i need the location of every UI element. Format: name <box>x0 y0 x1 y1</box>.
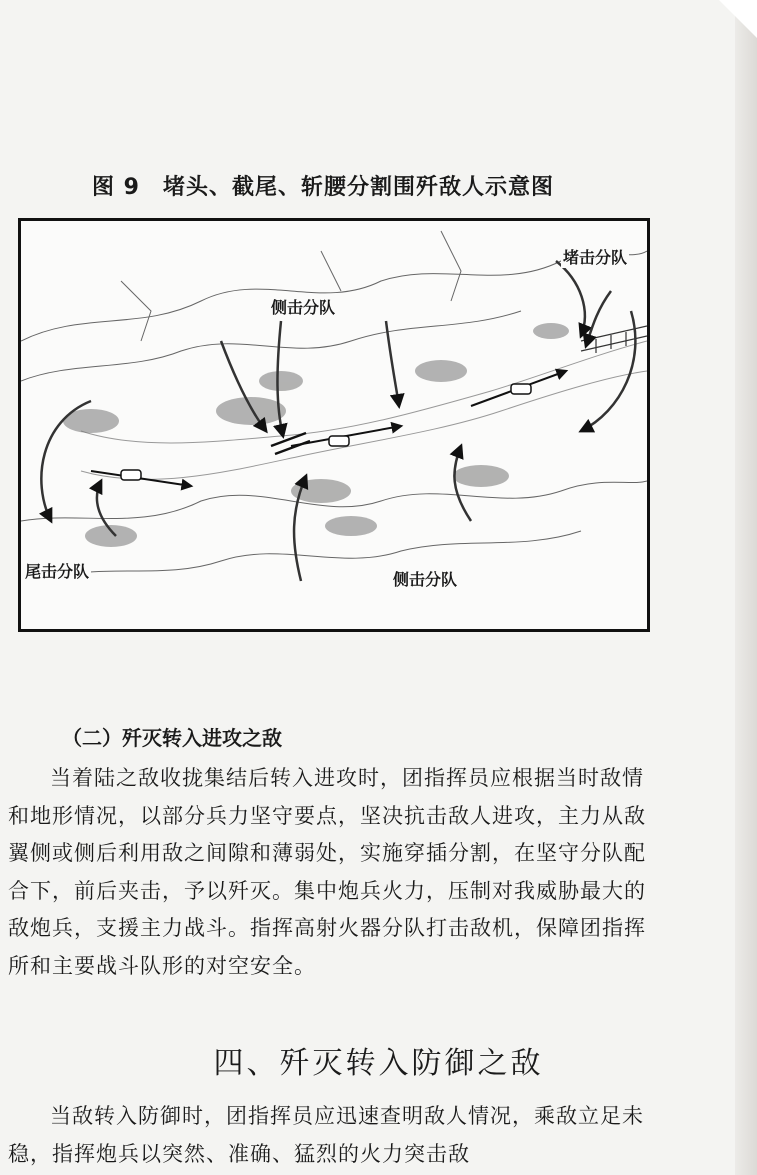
terrain-figure <box>18 218 650 632</box>
block-unit-label: 堵击分队 <box>561 245 629 268</box>
vegetation <box>63 323 569 547</box>
subsection-body <box>8 760 653 985</box>
tail-unit-label: 尾击分队 <box>23 559 91 582</box>
section-body <box>8 1098 653 1173</box>
subsection-title: （二）歼灭转入进攻之敌 <box>62 726 282 750</box>
section-title: 四、歼灭转入防御之敌 <box>213 1046 544 1081</box>
paragraph: 当敌转入防御时，团指挥员应迅速查明敌人情况，乘敌立足未稳，指挥炮兵以突然、准确、猛烈的火力突击敌 <box>8 1104 644 1166</box>
folded-corner <box>719 0 757 38</box>
figure-caption: 图 9 堵头、截尾、斩腰分割围歼敌人示意图 <box>92 175 554 200</box>
page-edge <box>735 0 757 1175</box>
terrain-sketch <box>21 221 647 629</box>
flank-unit-bottom-label: 侧击分队 <box>391 567 459 590</box>
enemy-vehicles <box>121 384 531 480</box>
paragraph: 当着陆之敌收拢集结后转入进攻时，团指挥员应根据当时敌情和地形情况，以部分兵力坚守要点，坚决抗击敌人进攻，主力从敌翼侧或侧后利用敌之间隙和薄弱处，实施穿插分割，在坚守分队配合下，前后夹击，予以歼灭。集中炮兵火力，压制对我威胁最大的敌炮兵，支援主力战斗。指挥高射火器分队打击敌机，保障团指挥所和主要战斗队形的对空安全。 <box>8 766 646 978</box>
flank-unit-top-label: 侧击分队 <box>269 295 337 318</box>
